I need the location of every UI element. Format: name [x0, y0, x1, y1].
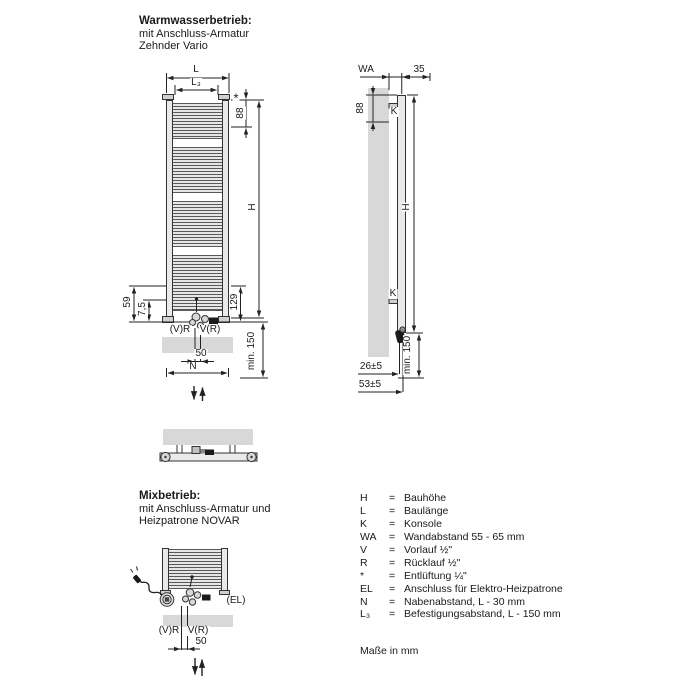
- side-dim-H-label: H: [401, 203, 412, 211]
- mix-subtitle-1: mit Anschluss-Armatur und: [139, 502, 271, 515]
- legend-abbr: K: [360, 518, 368, 531]
- legend-row: [360, 582, 563, 595]
- legend-desc: Nabenabstand, L - 30 mm: [404, 595, 526, 608]
- legend-row: [360, 608, 563, 621]
- mix-connection-vr-left-label: (V)R: [158, 625, 180, 636]
- legend-row: [360, 518, 563, 531]
- legend-desc: Befestigungsabstand, L - 150 mm: [404, 608, 561, 621]
- front-dim-H-label: H: [247, 203, 258, 211]
- legend-row: [360, 595, 563, 608]
- legend-abbr: R: [360, 556, 368, 569]
- legend-abbr: V: [360, 544, 368, 556]
- front-dim-min150-label: min. 150: [246, 331, 257, 371]
- mix-dim-50-label: 50: [195, 636, 207, 647]
- warm-subtitle-2: Zehnder Vario: [139, 40, 208, 52]
- front-dim-88-label: 88: [235, 107, 246, 119]
- mix-connection-vr-right-label: V(R): [187, 625, 209, 636]
- legend-abbr: H: [360, 492, 368, 505]
- side-dim-min150-label: min. 150: [402, 335, 413, 375]
- front-dim-50-label: 50: [195, 348, 207, 359]
- front-dim-L3-label: L₃: [191, 77, 201, 88]
- legend-equals: =: [389, 492, 396, 505]
- legend-desc: Wandabstand 55 - 65 mm: [404, 531, 525, 544]
- legend-equals: =: [389, 595, 396, 608]
- legend-equals: =: [389, 582, 396, 595]
- front-flow-direction-arrows: [194, 386, 203, 401]
- legend-row: [360, 492, 563, 505]
- warm-title: Warmwasserbetrieb:: [139, 15, 252, 27]
- side-dim-35-label: 35: [413, 64, 425, 75]
- legend-desc: Entlüftung ¼": [404, 569, 467, 582]
- front-dim-N-label: N: [189, 361, 197, 372]
- legend-row: [360, 556, 563, 569]
- plan-view-linework: [160, 445, 257, 462]
- legend-row: [360, 531, 563, 544]
- legend-equals: =: [389, 531, 396, 544]
- warm-subtitle-1: mit Anschluss-Armatur: [139, 27, 250, 40]
- legend-desc: Bauhöhe: [404, 492, 447, 505]
- side-console-K-top-label: K: [390, 106, 398, 117]
- legend-equals: =: [389, 518, 396, 531]
- legend-desc: Baulänge: [404, 505, 449, 518]
- side-dim-53-label: 53±5: [358, 379, 382, 390]
- legend-row: [360, 544, 563, 557]
- legend-desc: Rücklauf ½": [404, 556, 461, 569]
- legend-equals: =: [389, 556, 396, 569]
- units-note: Maße in mm: [360, 645, 419, 657]
- side-view-dimensions: [355, 73, 430, 392]
- front-connection-vr-right-label: V(R): [199, 324, 221, 335]
- front-dim-129-label: 129: [229, 293, 240, 311]
- mix-title: Mixbetrieb:: [139, 490, 201, 502]
- legend-equals: =: [389, 569, 396, 582]
- front-dim-L-label: L: [193, 64, 199, 75]
- legend-abbr: EL: [360, 582, 373, 595]
- legend-abbr: N: [360, 595, 368, 608]
- front-dim-59-label: 59: [122, 296, 133, 308]
- legend-desc: Anschluss für Elektro-Heizpatrone: [404, 582, 563, 595]
- side-dim-88-label: 88: [355, 102, 366, 114]
- mix-connection-el-label: (EL): [226, 595, 246, 606]
- legend-abbr: L₃: [360, 608, 371, 621]
- legend-abbr: WA: [360, 531, 377, 544]
- front-connection-vr-left-label: (V)R: [169, 324, 191, 335]
- legend-row: [360, 505, 563, 518]
- mix-flow-direction-arrows: [195, 658, 202, 676]
- side-console-K-bottom-label: K: [389, 288, 397, 299]
- legend-desc: Vorlauf ½": [404, 544, 453, 556]
- side-dim-26-label: 26±5: [359, 361, 383, 372]
- mix-subtitle-2: Heizpatrone NOVAR: [139, 515, 240, 527]
- legend-desc: Konsole: [404, 518, 442, 531]
- legend-equals: =: [389, 608, 396, 621]
- front-dim-7-5-label: 7,5: [137, 302, 148, 316]
- legend-abbr: L: [360, 505, 366, 518]
- legend-equals: =: [389, 505, 396, 518]
- legend-row: [360, 569, 563, 582]
- side-dim-WA-label: WA: [358, 64, 374, 75]
- abbreviation-legend: [360, 492, 563, 621]
- legend-abbr: *: [360, 569, 365, 582]
- front-vent-asterisk: *: [233, 90, 239, 106]
- legend-equals: =: [389, 544, 396, 556]
